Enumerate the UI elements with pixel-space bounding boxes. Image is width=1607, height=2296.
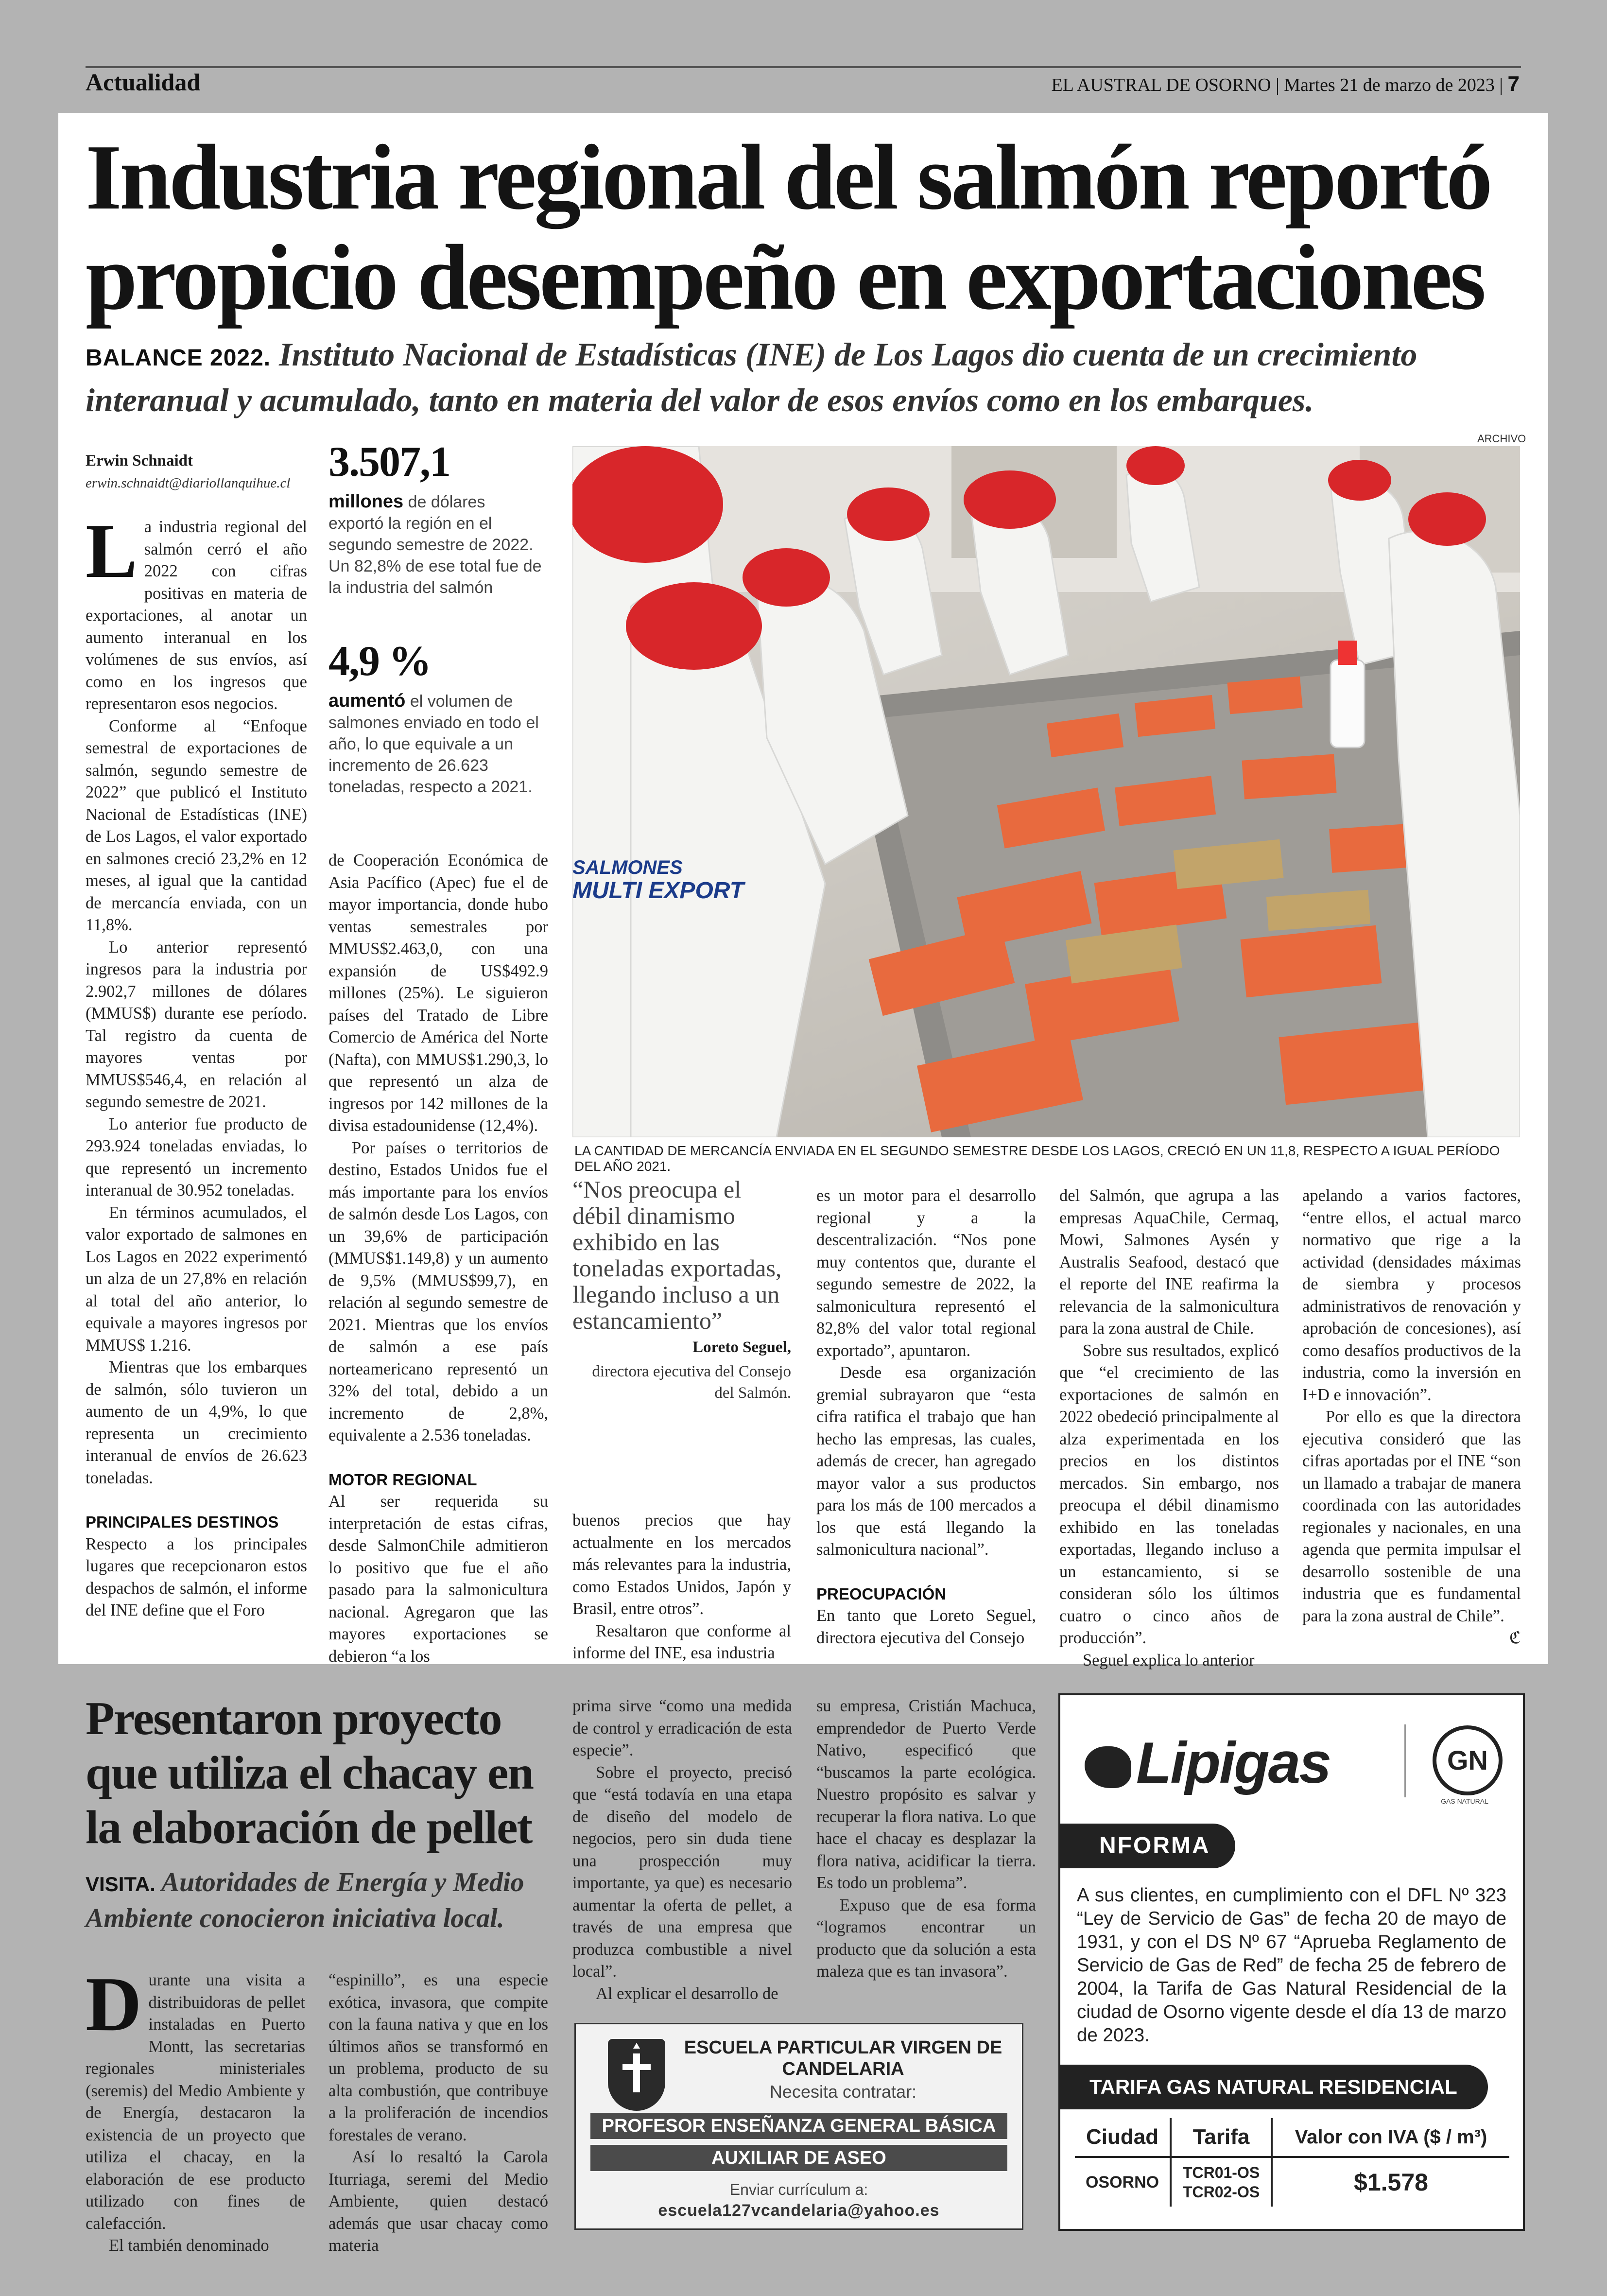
notice-body: A sus clientes, en cumplimiento con el DFL Nº 323 “Ley de Servicio de Gas” de fecha 20 de mayo de 1931, y con el DS Nº 67 “Aprueba Reglamento de Servicio de Gas de Red” de fecha 25 de febrero de 2004, la Tarifa de Gas Natural Residencial de la ciudad de Osorno vigente desde el día 13 de marzo de 2023. — [1077, 1885, 1506, 2046]
paragraph: El también denominado — [109, 2236, 269, 2255]
logo-divider — [1404, 1724, 1406, 1797]
stat-lead: aumentó — [328, 691, 406, 711]
end-mark: ℭ — [1509, 1629, 1521, 1647]
table-header: Ciudad — [1075, 2118, 1171, 2157]
paragraph: Así lo resaltó la Carola Iturriaga, seremi del Medio Ambiente, quien destacó además que usar chacay como materia — [328, 2148, 548, 2255]
paragraph: Mientras que los embarques de salmón, sólo tuvieron un aumento de un 4,9%, lo que representa un crecimiento interanual de envíos de 26.623 toneladas. — [86, 1358, 307, 1487]
section-label: Actualidad — [86, 69, 201, 96]
deck-text: Instituto Nacional de Estadísticas (INE) de Los Lagos dio cuenta de un crecimiento interanual y acumulado, tanto en materia del valor de esos envíos como en los embarques. — [86, 336, 1417, 418]
paragraph: su empresa, Cristián Machuca, emprendedor de Puerto Verde Nativo, especificó que “buscamos la parte ecológica. Nuestro propósito es salvar y recuperar la flora nativa. Lo que hace el chacay es desplazar la flora nativa, acidificar la tierra. Es todo un problema”. — [816, 1697, 1036, 1892]
school-subtitle: Necesita contratar: — [769, 2082, 917, 2102]
byline-email[interactable]: erwin.schnaidt@diariollanquihue.cl — [86, 475, 291, 491]
page-number: 7 — [1507, 72, 1520, 96]
table-cell-value: $1.578 — [1272, 2157, 1509, 2207]
article-column-4 — [816, 1185, 1036, 1649]
stat-lead: millones — [328, 491, 404, 512]
flame-icon — [1085, 1746, 1131, 1788]
main-headline: Industria regional del salmón reportó propicio desempeño en exportaciones — [86, 125, 1490, 329]
article-column-1 — [86, 507, 307, 1622]
article2-column-2 — [328, 1969, 548, 2257]
paragraph: Respecto a los principales lugares que recepcionaron estos despachos de salmón, el informe del INE define que el Foro — [86, 1534, 307, 1619]
folio — [1051, 72, 1520, 96]
photo-label: SALMONES — [572, 857, 683, 878]
deck-kicker: BALANCE 2022. — [86, 345, 271, 371]
article2-column-3 — [572, 1695, 792, 2005]
salmon-processing-illustration — [572, 446, 1520, 1137]
quote-author: Loreto Seguel, — [692, 1339, 791, 1356]
lipigas-notice-ad — [1058, 1693, 1525, 2231]
article2-column-1 — [86, 1961, 305, 2257]
quote-role: directora ejecutiva del Consejo del Salmón. — [592, 1363, 791, 1402]
stat-number: 4,9 % — [328, 638, 431, 685]
table-cell-tariff: TCR01-OS TCR02-OS — [1171, 2157, 1272, 2207]
paragraph: Al explicar el desarrollo de — [596, 1984, 778, 2003]
paragraph: del Salmón, que agrupa a las empresas AquaChile, Cermaq, Mowi, Salmones Aysén y Australis Seafood, destacó que el reporte del INE reafirma la relevancia de la salmonicultura para la zona austral de Chile. — [1059, 1186, 1279, 1338]
header-rule — [86, 66, 1521, 68]
paragraph: es un motor para el desarrollo regional y a la descentralización. “Nos pone muy contentos que, durante el segundo semestre de 2022, la salmonicultura representó el 82,8% del valor total regional exportado”, apuntaron. — [816, 1186, 1036, 1360]
paragraph: “espinillo”, es una especie exótica, invasora, que compite con la fauna nativa y que en los últimos años se transformó en un problema, producto de su alta combustión, que contribuye a la proliferación de incendios forestales de verano. — [328, 1971, 548, 2144]
stat-body: el volumen de salmones enviado en todo el año, lo que equivale a un incremento de 26.623 toneladas, respecto a 2021. — [328, 692, 539, 796]
photo-caption: LA CANTIDAD DE MERCANCÍA ENVIADA EN EL SEGUNDO SEMESTRE DESDE LOS LAGOS, CRECIÓ EN UN 11,8, RESPECTO A IGUAL PERÍODO DEL AÑO 2021. — [574, 1143, 1500, 1174]
paragraph: de Cooperación Económica de Asia Pacífico (Apec) fue el de mayor importancia, donde hubo ventas semestrales por MMUS$2.463,0, con una expansión de US$492.9 millones (25%). Le siguieron países del Tratado de Libre Comercio de América del Norte (Nafta), con MMUS$1.290,3, lo que representó un alza de ingresos por 142 millones de la divisa estadounidense (12,4%). — [328, 851, 548, 1135]
subheading: MOTOR REGIONAL — [328, 1470, 477, 1489]
byline-author: Erwin Schnaidt — [86, 452, 193, 470]
main-deck — [86, 333, 1514, 421]
informa-banner: NFORMA — [1060, 1824, 1235, 1868]
paragraph: a industria regional del salmón cerró el año 2022 con cifras positivas en materia de exportaciones, al anotar un aumento interanual en los volúmenes de sus envíos, así como en los ingresos que representaron esos negocios. — [86, 518, 307, 713]
paragraph: Sobre sus resultados, explicó que “el crecimiento de las exportaciones de salmón en 2022 obedeció principalmente al alza experimentada en los precios en los distintos mercados. Sin embargo, nos preocupa el débil dinamismo exhibido en las toneladas exportadas, llegando incluso a un estancamiento, si se consideran sólo los últimos cuatro o cinco años de producción”. — [1059, 1341, 1279, 1647]
table-cell-city: OSORNO — [1085, 2173, 1159, 2192]
stat-body: de dólares exportó la región en el segundo semestre de 2022. Un 82,8% de ese total fue de la industria del salmón — [328, 493, 542, 597]
deck-text: Autoridades de Energía y Medio Ambiente conocieron iniciativa local. — [86, 1867, 524, 1933]
secondary-headline: Presentaron proyecto que utiliza el chacay en la elaboración de pellet — [86, 1692, 534, 1854]
article-column-5 — [1059, 1185, 1279, 1671]
paragraph: Desde esa organización gremial subrayaron que “esta cifra ratifica el trabajo que han hecho las empresas, las cuales, además de crecer, han agregado mayor valor a sus productos para los más de 100 mercados a los que está llegando la salmonicultura nacional”. — [816, 1363, 1036, 1559]
article-column-6 — [1302, 1185, 1521, 1650]
paragraph: Conforme al “Enfoque semestral de exportaciones de salmón, segundo semestre de 2022” que publicó el Instituto Nacional de Estadísticas (INE) de Los Lagos, el valor exportado en salmones creció 23,2% en 12 meses, al igual que la cantidad de mercancía enviada, con un 11,8%. — [86, 716, 307, 934]
paragraph: Por ello es que la directora ejecutiva consideró que las cifras aportadas por el INE “son un llamado a trabajar de manera coordinada con las autoridades regionales y nacionales, en una agenda que permita impulsar el desarrollo sostenible de una industria que es fundamental para la zona austral de Chile”. — [1302, 1408, 1521, 1625]
photo-credit: ARCHIVO — [1477, 433, 1526, 445]
gn-logo: GN — [1433, 1725, 1503, 1795]
paragraph: Sobre el proyecto, precisó que “está todavía en una etapa de diseño del modelo de negocios, pero sin duda tiene una prospección muy importante, ya que) es necesario aumentar la oferta de pellet, a través de una empresa que produzca combustible a nivel local”. — [572, 1763, 792, 1981]
paragraph: urante una visita a distribuidoras de pellet instaladas en Puerto Montt, las secretarias regionales ministeriales (seremis) del Medio Ambiente y de Energía, destacaron la existencia de un proyecto que utiliza el chacay, en la elaboración de ese producto utilizado con fines de calefacción. — [86, 1971, 305, 2233]
paragraph: Seguel explica lo anterior — [1083, 1651, 1255, 1670]
paragraph: prima sirve “como una medida de control y erradicación de esta especie”. — [572, 1697, 792, 1759]
stat-number: 3.507,1 — [328, 438, 450, 486]
tariff-table — [1075, 2118, 1509, 2207]
stat-text — [328, 690, 542, 798]
article-photo — [572, 446, 1520, 1137]
paragraph: buenos precios que hay actualmente en los mercados más relevantes para la industria, como Estados Unidos, Japón y Brasil, entre otros”. — [572, 1511, 791, 1618]
paragraph: En tanto que Loreto Seguel, directora ejecutiva del Consejo — [816, 1606, 1036, 1647]
drop-cap: L — [86, 507, 138, 594]
gn-logo-subtitle: GAS NATURAL — [1441, 1797, 1488, 1805]
paragraph: Expuso que de esa forma “logramos encontrar un producto que da solución a esta maleza que es tan invasora”. — [816, 1896, 1036, 1981]
article-column-3 — [572, 1510, 791, 1665]
article-column-2 — [328, 850, 548, 1668]
paragraph: Por países o territorios de destino, Estados Unidos fue el más importante para los envíos de salmón desde Los Lagos, con un 39,6% de participación (MMUS$1.149,8) y un aumento de 9,5% (MMUS$99,7), en relación al segundo semestre de 2021. Mientras que los envíos de salmón a ese país norteamericano representó un 32% del total, debido a un incremento de 2,8%, equivalente a 2.536 toneladas. — [328, 1138, 548, 1444]
paragraph: Resaltaron que conforme al informe del INE, esa industria — [572, 1621, 791, 1662]
issue-date: | Martes 21 de marzo de 2023 | — [1276, 75, 1503, 95]
paragraph: Al ser requerida su interpretación de estas cifras, desde SalmonChile admitieron lo positivo que fue el año pasado para la salmonicultura nacional. Agregaron que las mayores exportaciones se debieron “a los — [328, 1492, 548, 1666]
subheading: PREOCUPACIÓN — [816, 1584, 947, 1603]
school-crest-icon — [608, 2039, 665, 2111]
job-position: PROFESOR ENSEÑANZA GENERAL BÁSICA — [590, 2113, 1007, 2139]
secondary-deck — [86, 1865, 567, 1935]
paragraph: apelando a varios factores, “entre ellos, el actual marco normativo que rige a la actividad (densidades máximas de siembra y procesos administrativos de renovación y aprobación de concesiones), así como desafíos productivos de la industria, como la inversión en I+D e innovación”. — [1302, 1186, 1521, 1404]
stat-text — [328, 491, 542, 598]
lipigas-logo: Lipigas — [1085, 1729, 1330, 1796]
article2-column-4 — [816, 1695, 1036, 1983]
photo-label: MULTI EXPORT — [572, 878, 744, 904]
job-position: AUXILIAR DE ASEO — [590, 2145, 1007, 2171]
paragraph: En términos acumulados, el valor exportado de salmones en Los Lagos en 2022 experimentó un alza de un 27,8% en relación al total del año anterior, lo equivale a mayores ingresos por MMUS$ 1.216. — [86, 1203, 307, 1355]
subheading: PRINCIPALES DESTINOS — [86, 1513, 279, 1531]
publication-name: EL AUSTRAL DE OSORNO — [1051, 75, 1271, 95]
paragraph: Lo anterior representó ingresos para la industria por 2.902,7 millones de dólares (MMUS$) durante ese período. Tal registro da cuenta de mayores ventas por MMUS$546,4, en relación al segundo semestre de 2021. — [86, 938, 307, 1111]
school-name: ESCUELA PARTICULAR VIRGEN DE CANDELARIA — [684, 2037, 1002, 2079]
drop-cap: D — [86, 1961, 142, 2047]
table-header: Tarifa — [1171, 2118, 1272, 2157]
ad-email[interactable]: escuela127vcandelaria@yahoo.es — [658, 2201, 940, 2220]
table-header: Valor con IVA ($ / m³) — [1272, 2118, 1509, 2157]
paragraph: Lo anterior fue producto de 293.924 toneladas enviadas, lo que representó un incremento interanual de 30.952 toneladas. — [86, 1114, 307, 1200]
pull-quote: “Nos preocupa el débil dinamismo exhibido en las toneladas exportadas, llegando incluso a un estancamiento” — [572, 1176, 782, 1334]
ad-cta: Enviar currículum a: — [729, 2181, 868, 2198]
tariff-banner: TARIFA GAS NATURAL RESIDENCIAL — [1060, 2065, 1488, 2109]
deck-kicker: VISITA. — [86, 1873, 156, 1896]
school-job-ad — [574, 2023, 1023, 2230]
